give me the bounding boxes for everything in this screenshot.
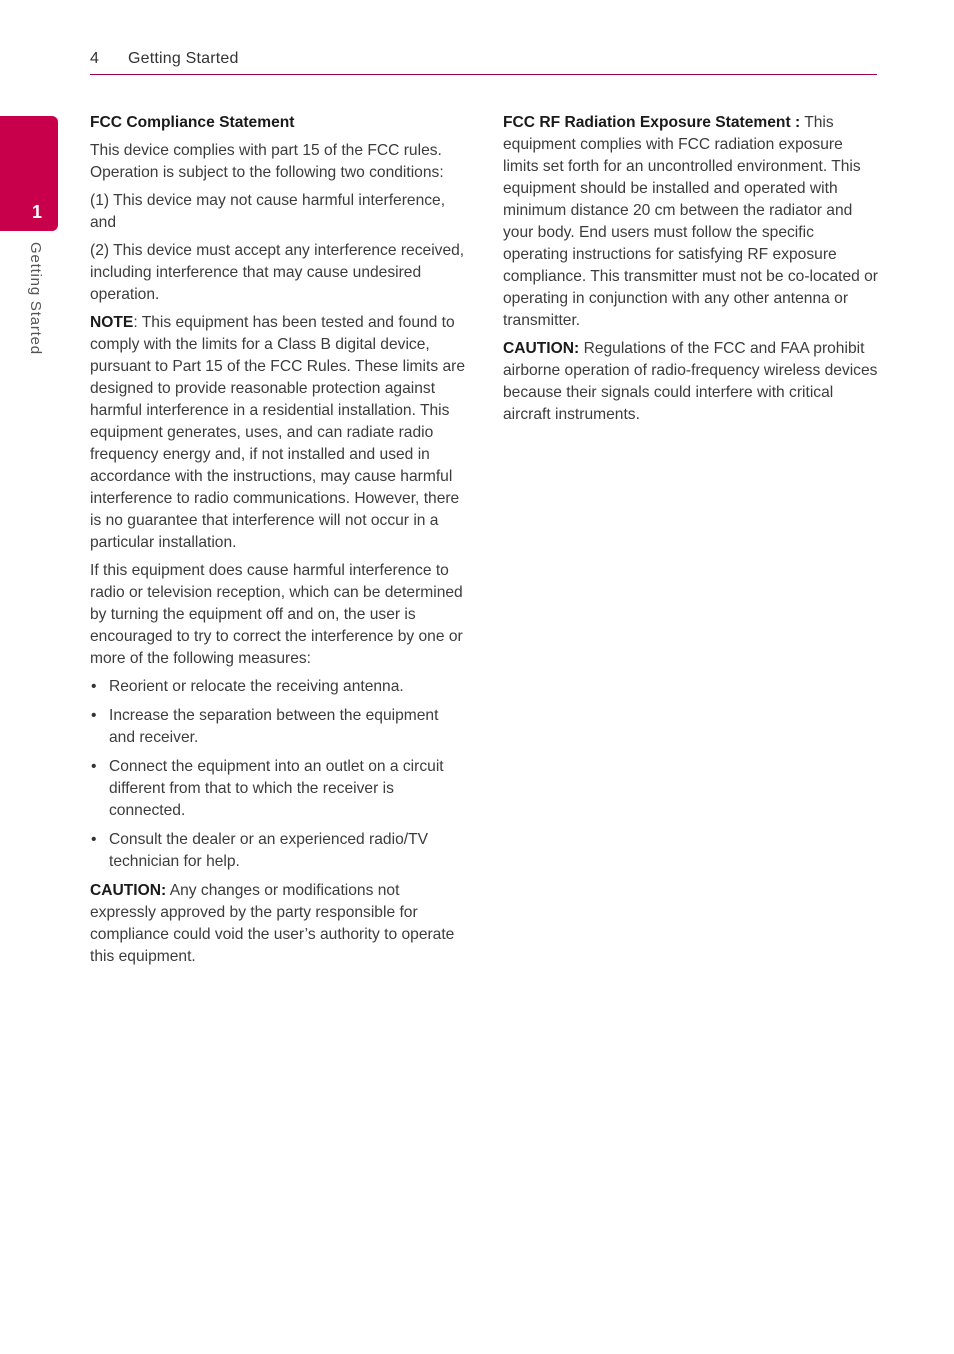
- caution-label: CAUTION:: [503, 340, 580, 357]
- rf-exposure-text: This equipment complies with FCC radiation exposure limits set forth for an uncontrolled environment. This equipment should be installed and operated with minimum distance 20 cm between the radiator and your body. End users must follow the specific operating instructions for satisfying RF exposure compliance. This transmitter must not be co-located or operating in conjunction with any other antenna or transmitter.: [503, 114, 878, 329]
- caution-paragraph-left: [90, 880, 468, 968]
- caution-paragraph-right: [503, 338, 879, 426]
- fcc-condition-2: (2) This device must accept any interference received, including interference that may cause undesired operation.: [90, 242, 465, 303]
- fcc-condition-1: (1) This device may not cause harmful interference, and: [90, 192, 446, 231]
- note-paragraph: [90, 312, 468, 554]
- right-column: [503, 112, 879, 432]
- note-text: : This equipment has been tested and found to comply with the limits for a Class B digital device, pursuant to Part 15 of the FCC Rules. These limits are designed to provide reasonable protection against harmful interference in a residential installation. This equipment generates, uses, and can radiate radio frequency energy and, if not installed and used in accordance with the instructions, may cause harmful interference to radio communications. However, there is no guarantee that interference will not occur in a particular installation.: [90, 314, 465, 551]
- page-header: [90, 48, 877, 75]
- measures-list: [90, 676, 468, 873]
- measures-intro: If this equipment does cause harmful interference to radio or television reception, which can be determined by turning the equipment off and on, the user is encouraged to try to correct the interference by one or more of the following measures:: [90, 562, 463, 667]
- rf-exposure-label: FCC RF Radiation Exposure Statement :: [503, 114, 801, 131]
- chapter-tab: [0, 116, 58, 231]
- list-item: • Reorient or relocate the receiving antenna.: [90, 676, 468, 698]
- rf-exposure-paragraph: [503, 112, 879, 332]
- left-column: [90, 112, 468, 974]
- caution-text: Any changes or modifications not expressly approved by the party responsible for compliance could void the user’s authority to operate this equipment.: [90, 882, 455, 965]
- chapter-number: 1: [32, 202, 43, 222]
- fcc-compliance-heading: FCC Compliance Statement: [90, 114, 295, 131]
- chapter-label: Getting Started: [27, 242, 44, 355]
- fcc-intro: This device complies with part 15 of the FCC rules. Operation is subject to the following two conditions:: [90, 142, 444, 181]
- list-item: • Increase the separation between the equipment and receiver.: [90, 705, 468, 749]
- caution-text: Regulations of the FCC and FAA prohibit airborne operation of radio-frequency wireless devices because their signals could interfere with critical aircraft instruments.: [503, 340, 878, 423]
- list-item: • Consult the dealer or an experienced radio/TV technician for help.: [90, 829, 468, 873]
- section-title: Getting Started: [128, 50, 239, 67]
- caution-label: CAUTION:: [90, 882, 167, 899]
- page-number: 4: [90, 50, 99, 67]
- note-label: NOTE: [90, 314, 134, 331]
- list-item: • Connect the equipment into an outlet on a circuit different from that to which the receiver is connected.: [90, 756, 468, 822]
